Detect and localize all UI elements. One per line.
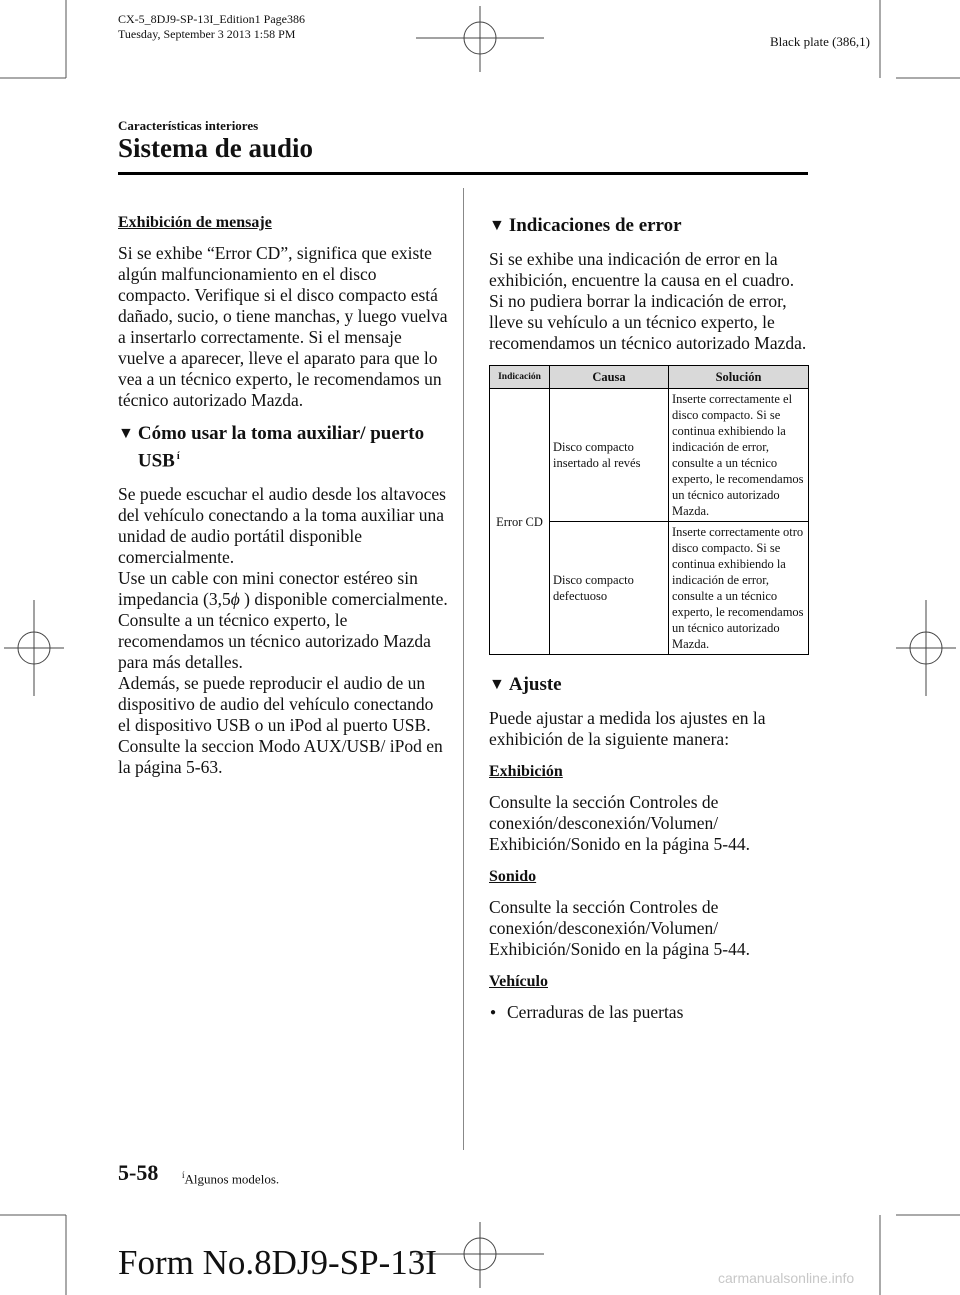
aux-text-4: Consulte la seccion Modo AUX/USB/ iPod en la página 5-63. <box>118 736 443 778</box>
triangle-icon: ▼ <box>118 425 134 442</box>
message-display-paragraph: Si se exhibe “Error CD”, significa que existe algún malfuncionamiento en el disco compacto. Verifique si el disco compacto está dañado, sucio, o tiene manchas, y luego vuelva a insertarlo correctamente. Si el mensaje vuelve a aparecer, lleve el aparato para que lo vea a un técnico experto, le recomendamos un técnico autorizado Mazda. <box>118 243 448 410</box>
table-cell-solution: Inserte correctamente el disco compacto. Si se continua exhibiendo la indicación de error, consulte a un técnico experto, le recomendamos un técnico autorizado Mazda. <box>669 389 809 522</box>
print-header <box>118 12 305 42</box>
page-number: 5-58 <box>118 1160 159 1185</box>
adjust-paragraph: Puede ajustar a medida los ajustes en la exhibición de la siguiente manera: <box>489 708 766 749</box>
table-cell-solution: Inserte correctamente otro disco compacto. Si se continua exhibiendo la indicación de error, consulte a un técnico experto, le recomendamos un técnico autorizado Mazda. <box>669 522 809 655</box>
sound-paragraph: Consulte la sección Controles de conexión/desconexión/Volumen/ Exhibición/Sonido en la página 5-44. <box>489 897 750 959</box>
table-header-cause: Causa <box>550 366 669 389</box>
column-divider <box>463 188 464 1150</box>
error-table <box>489 365 809 655</box>
display-paragraph: Consulte la sección Controles de conexión/desconexión/Volumen/ Exhibición/Sonido en la página 5-44. <box>489 792 750 854</box>
table-cell-indication: Error CD <box>490 389 550 655</box>
heading-error-text: Indicaciones de error <box>508 215 682 236</box>
print-header-line2: Tuesday, September 3 2013 1:58 PM <box>118 27 296 41</box>
subheading-vehicle: Vehículo <box>489 973 548 990</box>
subheading-message-display: Exhibición de mensaje <box>118 214 272 231</box>
section-label: Características interiores <box>118 118 259 133</box>
asterisk-icon: í <box>176 451 180 462</box>
heading-error-indications <box>489 214 811 237</box>
title-divider <box>118 172 808 175</box>
print-header-line1: CX-5_8DJ9-SP-13I_Edition1 Page386 <box>118 12 305 26</box>
heading-adjust <box>489 673 811 696</box>
subheading-sound: Sonido <box>489 868 537 885</box>
subheading-display: Exhibición <box>489 763 563 780</box>
table-row <box>490 389 809 522</box>
heading-adjust-text: Ajuste <box>508 674 562 695</box>
list-item: ● Cerraduras de las puertas <box>507 1002 811 1023</box>
table-header-solution: Solución <box>669 366 809 389</box>
crosshair-right <box>896 600 956 696</box>
aux-text-2 <box>118 568 448 673</box>
triangle-icon: ▼ <box>489 676 505 693</box>
plate-label: Black plate (386,1) <box>770 34 870 49</box>
aux-text-1: Se puede escuchar el audio desde los altavoces del vehículo conectando a la toma auxiliar una unidad de audio portátil disponible comercialmente. <box>118 484 446 568</box>
aux-text-2a: Use un cable con mini conector estéreo sin impedancia (3,5 <box>118 568 418 610</box>
left-column <box>118 212 448 778</box>
aux-paragraph <box>118 484 448 778</box>
table-cell-cause: Disco compacto insertado al revés <box>550 389 669 522</box>
right-column <box>489 212 811 1023</box>
crosshair-top <box>416 6 544 72</box>
vehicle-list <box>489 1002 811 1023</box>
table-header-row <box>490 366 809 389</box>
page-title: Sistema de audio <box>118 133 314 163</box>
form-number: Form No.8DJ9-SP-13I <box>118 1243 437 1282</box>
table-header-indication: Indicación <box>490 366 550 389</box>
aux-text-2b: ) disponible comercialmente. Consulte a un técnico experto, le recomendamos un técnico autorizado Mazda para más detalles. <box>118 589 448 673</box>
footnote <box>182 1170 279 1187</box>
footnote-text: Algunos modelos. <box>184 1171 280 1187</box>
heading-aux-usb <box>118 422 448 472</box>
aux-text-3: Además, se puede reproducir el audio de un dispositivo de audio del vehículo conectando el dispositivo USB o un iPod al puerto USB. <box>118 673 434 736</box>
crosshair-left <box>4 600 64 696</box>
asterisk-icon: í <box>182 1170 185 1180</box>
error-paragraph: Si se exhibe una indicación de error en la exhibición, encuentre la causa en el cuadro. Si no pudiera borrar la indicación de error, lleve su vehículo a un técnico experto, le recomendamos un técnico autorizado Mazda. <box>489 249 807 353</box>
heading-aux-usb-text: Cómo usar la toma auxiliar/ puerto USB <box>137 423 425 472</box>
triangle-icon: ▼ <box>489 217 505 234</box>
table-cell-cause: Disco compacto defectuoso <box>550 522 669 655</box>
diameter-symbol: ϕ <box>230 589 240 610</box>
watermark: carmanualsonline.info <box>718 1270 855 1286</box>
